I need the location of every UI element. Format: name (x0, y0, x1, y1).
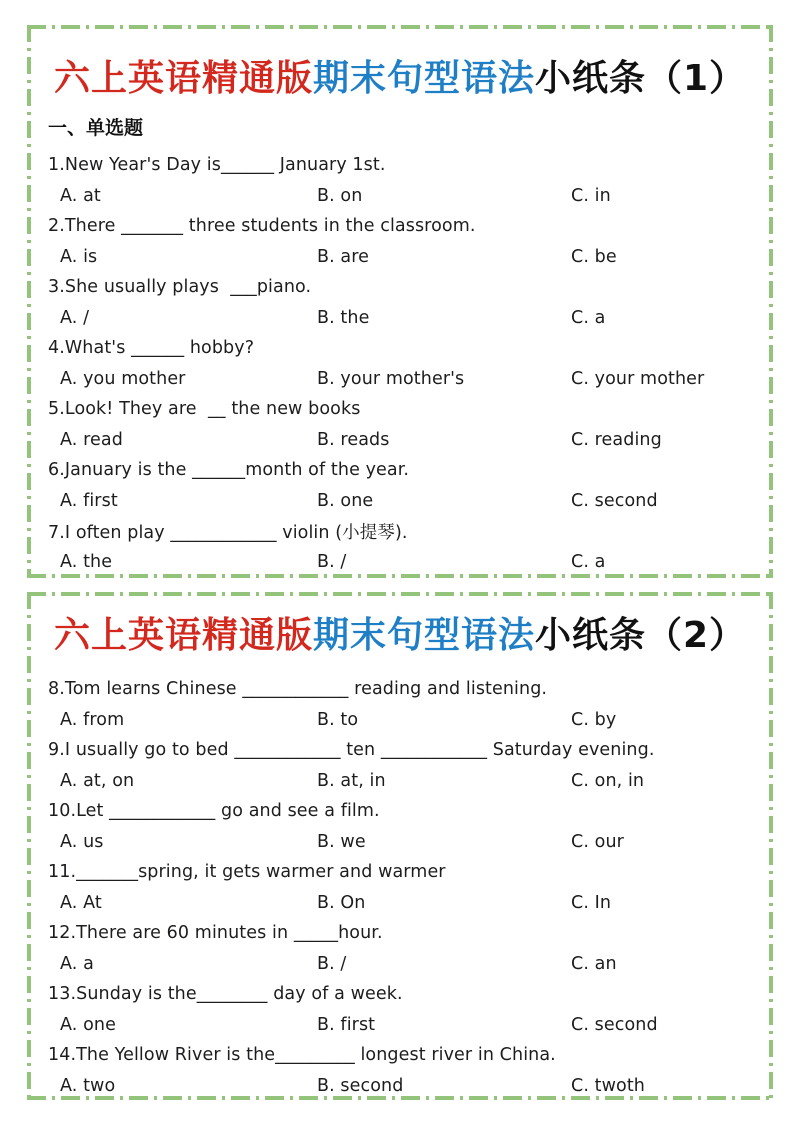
option-a: A. one (60, 1014, 116, 1035)
option-row (27, 827, 773, 858)
option-a: A. from (60, 709, 125, 730)
question-text: 5.Look! They are __ the new books (48, 399, 361, 420)
option-b: B. reads (317, 429, 390, 450)
option-b: B. the (317, 307, 370, 328)
option-b: B. one (317, 490, 374, 511)
option-b: B. first (317, 1014, 376, 1035)
title-part-blue: 期末句型语法 (312, 615, 535, 656)
option-c: C. twoth (571, 1075, 645, 1096)
question-text: 1.New Year's Day is______ January 1st. (48, 155, 386, 176)
option-row (27, 425, 773, 456)
option-row (27, 547, 773, 578)
worksheet-title-1 (27, 25, 773, 103)
option-c: C. in (571, 185, 611, 206)
option-b: B. to (317, 709, 359, 730)
option-c: C. second (571, 1014, 658, 1035)
option-b: B. on (317, 185, 363, 206)
option-a: A. is (60, 246, 98, 267)
question-text: 6.January is the ______month of the year. (48, 460, 410, 481)
option-row (27, 949, 773, 980)
option-a: A. at (60, 185, 101, 206)
option-a: A. At (60, 892, 102, 913)
option-c: C. be (571, 246, 617, 267)
question-text: 11._______spring, it gets warmer and warmer (48, 862, 446, 883)
title-part-black: 小纸条（1） (534, 58, 747, 99)
option-a: A. us (60, 831, 104, 852)
option-row (27, 364, 773, 395)
title-part-blue: 期末句型语法 (312, 58, 535, 99)
question-text: 13.Sunday is the________ day of a week. (48, 984, 403, 1005)
worksheet-card-2 (27, 592, 773, 1100)
option-b: B. we (317, 831, 366, 852)
option-a: A. the (60, 551, 113, 572)
worksheet-card-1 (27, 25, 773, 578)
question-text: 8.Tom learns Chinese ____________ reading and listening. (48, 679, 548, 700)
option-c: C. second (571, 490, 658, 511)
option-row (27, 1071, 773, 1102)
option-row (27, 486, 773, 517)
question-text: 7.I often play ____________ violin (小提琴). (48, 522, 408, 543)
option-row (27, 766, 773, 797)
option-c: C. on, in (571, 770, 645, 791)
option-row (27, 242, 773, 273)
option-c: C. by (571, 709, 617, 730)
option-a: A. a (60, 953, 94, 974)
option-c: C. an (571, 953, 617, 974)
option-b: B. / (317, 953, 347, 974)
question-text: 10.Let ____________ go and see a film. (48, 801, 380, 822)
option-a: A. first (60, 490, 118, 511)
option-b: B. your mother's (317, 368, 465, 389)
question-text: 4.What's ______ hobby? (48, 338, 255, 359)
question-text: 14.The Yellow River is the_________ longest river in China. (48, 1045, 556, 1066)
option-row (27, 705, 773, 736)
option-c: C. our (571, 831, 624, 852)
section-heading: 一、单选题 (48, 117, 144, 139)
question-list (27, 674, 773, 1101)
title-part-red: 六上英语精通版 (53, 58, 313, 99)
option-b: B. On (317, 892, 366, 913)
option-a: A. you mother (60, 368, 186, 389)
question-text: 9.I usually go to bed ____________ ten ____________ Saturday evening. (48, 740, 655, 761)
option-b: B. at, in (317, 770, 386, 791)
option-b: B. second (317, 1075, 404, 1096)
title-part-red: 六上英语精通版 (53, 615, 313, 656)
option-c: C. reading (571, 429, 662, 450)
option-row (27, 303, 773, 334)
title-part-black: 小纸条（2） (534, 615, 747, 656)
question-text: 3.She usually plays ___piano. (48, 277, 312, 298)
option-b: B. / (317, 551, 347, 572)
option-a: A. / (60, 307, 90, 328)
option-c: C. a (571, 551, 606, 572)
option-a: A. two (60, 1075, 116, 1096)
question-text: 2.There _______ three students in the classroom. (48, 216, 476, 237)
question-list (27, 150, 773, 577)
option-row (27, 888, 773, 919)
option-b: B. are (317, 246, 370, 267)
option-row (27, 181, 773, 212)
option-c: C. your mother (571, 368, 705, 389)
option-row (27, 1010, 773, 1041)
option-c: C. a (571, 307, 606, 328)
option-c: C. In (571, 892, 612, 913)
option-a: A. read (60, 429, 123, 450)
question-text: 12.There are 60 minutes in _____hour. (48, 923, 383, 944)
worksheet-title-2 (27, 592, 773, 660)
option-a: A. at, on (60, 770, 135, 791)
